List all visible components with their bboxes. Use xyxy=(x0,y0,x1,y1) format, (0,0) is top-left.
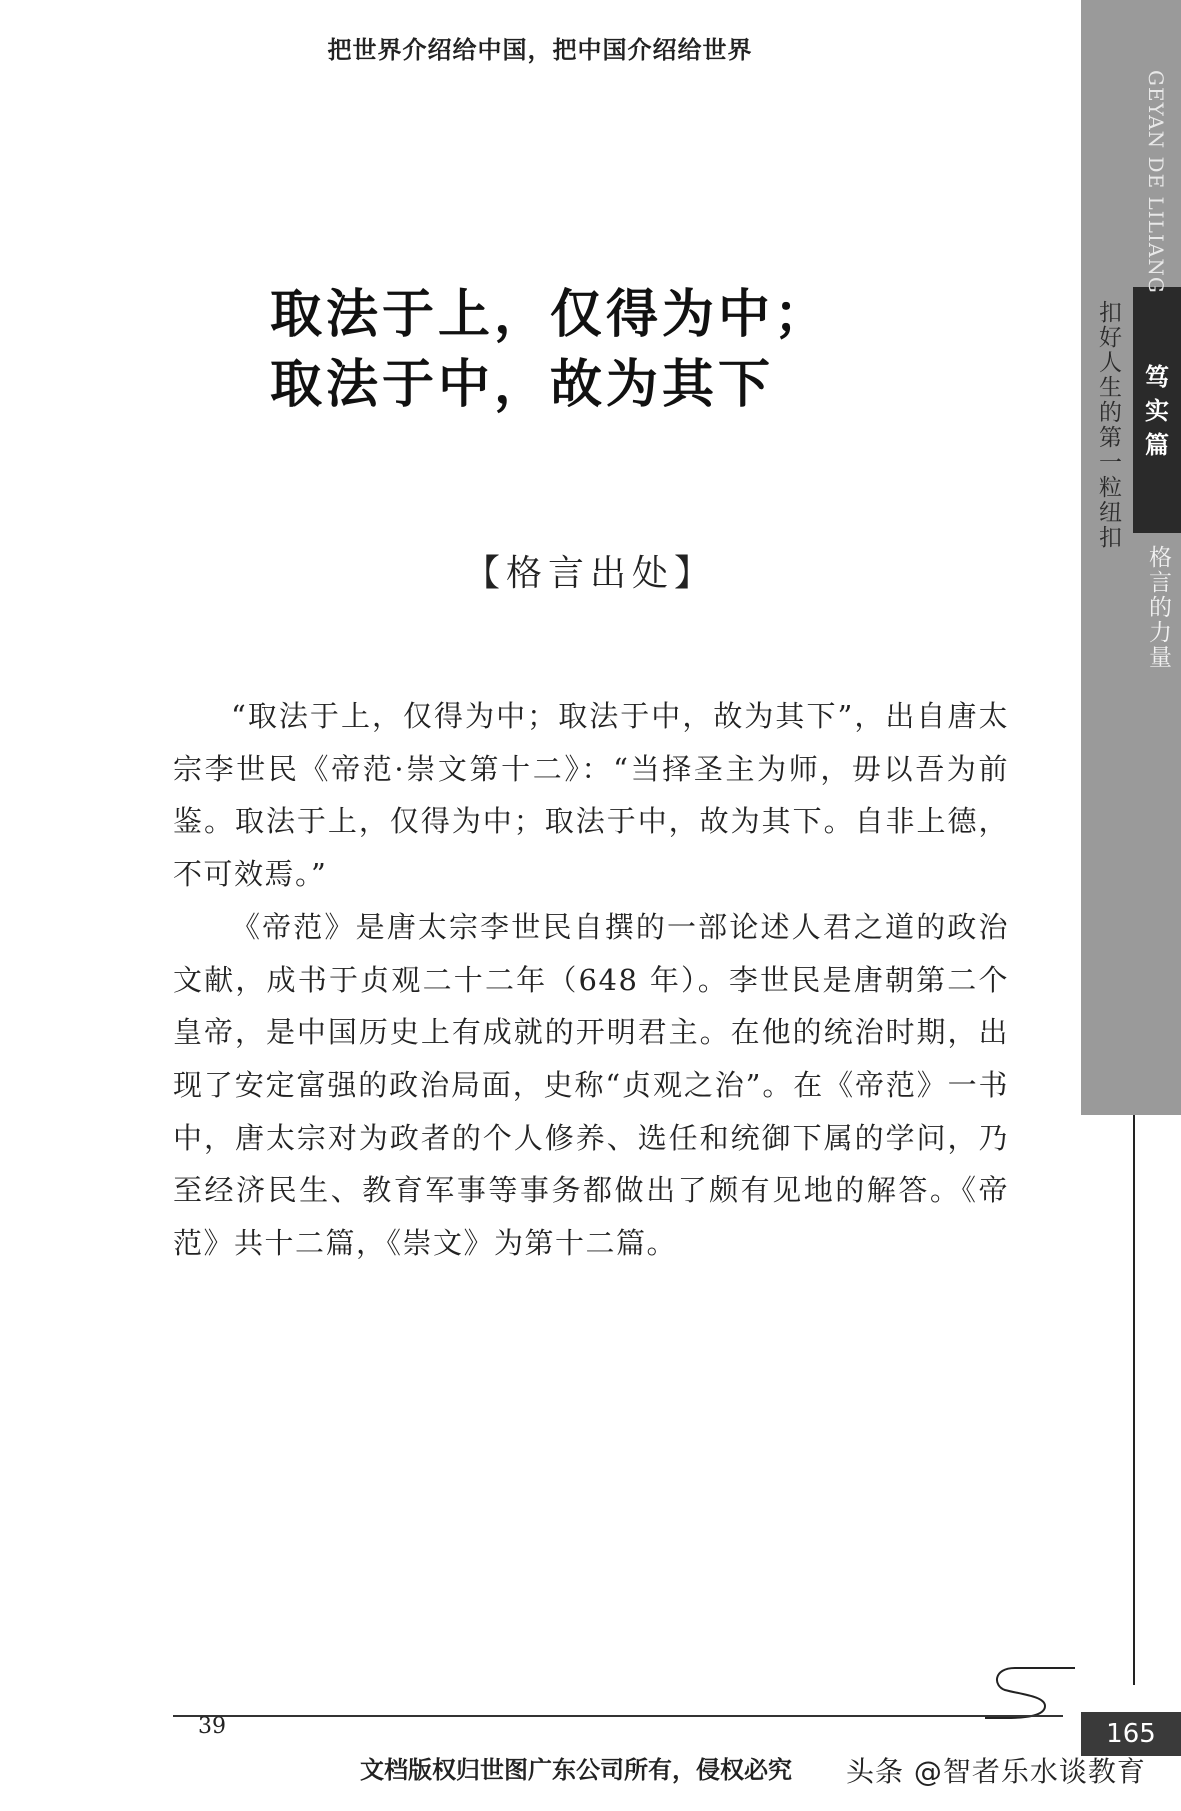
body-text xyxy=(173,690,1009,1270)
watermark: 头条 @智者乐水谈教育 xyxy=(846,1755,1146,1788)
side-tab-subtitle: 扣好人生的第一粒纽扣 xyxy=(1095,300,1121,550)
category-char-1: 笃 xyxy=(1145,363,1169,391)
side-vertical-rule xyxy=(1133,1115,1135,1685)
category-char-2: 实 xyxy=(1145,397,1169,425)
paragraph-1: “取法于上，仅得为中；取法于中，故为其下”，出自唐太宗李世民《帝范·崇文第十二》：“当择圣主为师，毋以吾为前鉴。取法于上，仅得为中；取法于中，故为其下。自非上德，不可效焉。” xyxy=(173,699,1009,892)
page-number-left: 39 xyxy=(198,1714,226,1739)
side-tab-english: GEYAN DE LILIANG xyxy=(1144,70,1168,294)
copyright-notice: 文档版权归世图广东公司所有，侵权必究 xyxy=(360,1756,792,1784)
title-line-2: 取法于中，故为其下 xyxy=(270,354,775,415)
header-slogan: 把世界介绍给中国，把中国介绍给世界 xyxy=(327,36,753,64)
section-heading: 【格言出处】 xyxy=(463,553,716,594)
swirl-ornament-icon xyxy=(985,1660,1075,1730)
page-title xyxy=(270,280,930,420)
category-char-3: 篇 xyxy=(1145,431,1169,459)
footer-rule xyxy=(173,1715,1063,1717)
page-number-right: 165 xyxy=(1081,1712,1181,1756)
title-line-1: 取法于上，仅得为中； xyxy=(270,284,831,345)
side-tab-book-title: 格言的力量 xyxy=(1145,545,1171,670)
paragraph-2: 《帝范》是唐太宗李世民自撰的一部论述人君之道的政治文献，成书于贞观二十二年（648 年）。李世民是唐朝第二个皇帝，是中国历史上有成就的开明君主。在他的统治时期，出现了安定富强的政治局面，史称“贞观之治”。在《帝范》一书中，唐太宗对为政者的个人修养、选任和统御下属的学问，乃至经济民生、教育军事等事务都做出了颇有见地的解答。《帝范》共十二篇，《崇文》为第十二篇。 xyxy=(173,909,1009,1261)
side-tab-category xyxy=(1133,360,1181,462)
